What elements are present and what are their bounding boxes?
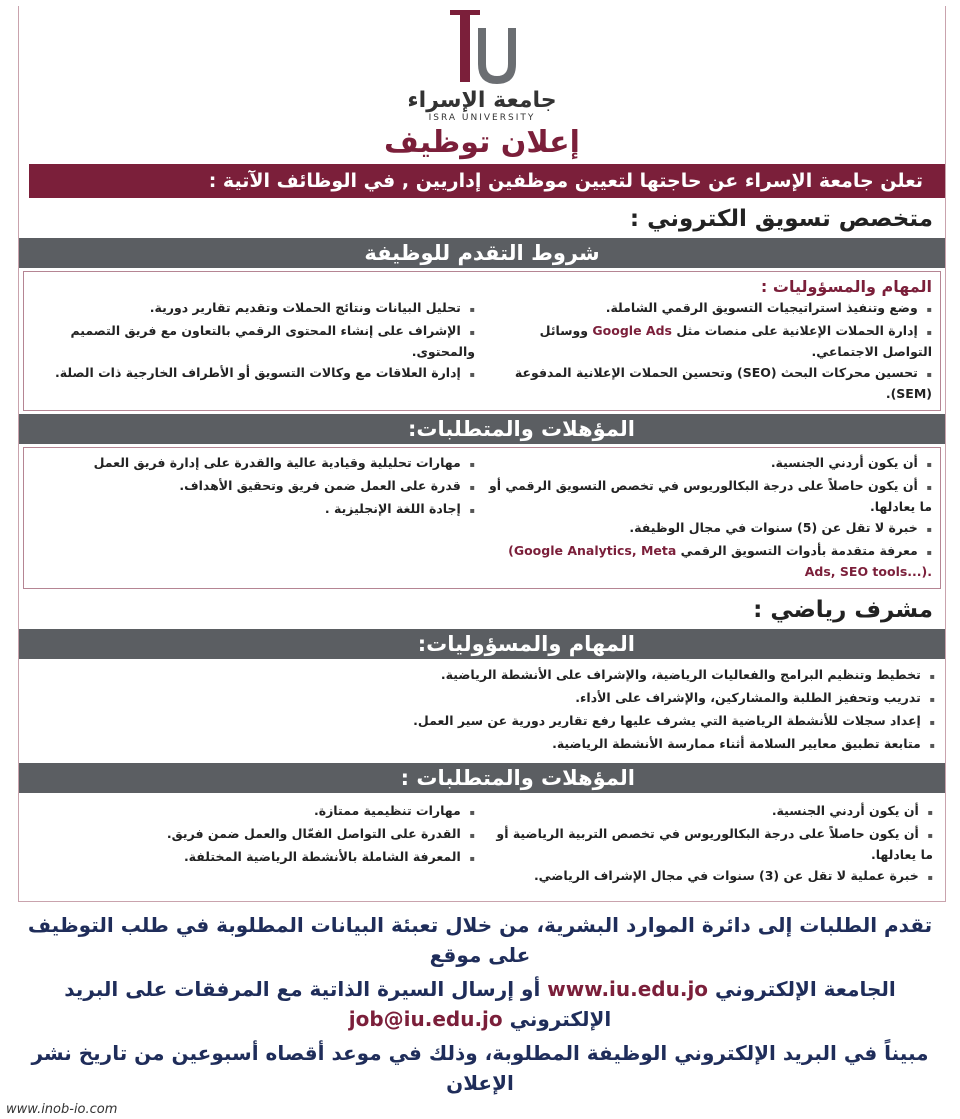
job1-qualifications-bar: المؤهلات والمتطلبات: bbox=[19, 414, 945, 444]
list-item: ▪ الإشراف على إنشاء المحتوى الرقمي بالتعاون مع فريق التصميم والمحتوى. bbox=[32, 321, 475, 361]
list-item bbox=[489, 541, 932, 581]
list-item: ▪ إجادة اللغة الإنجليزية . bbox=[32, 499, 475, 520]
job2-duties-list bbox=[19, 659, 945, 763]
footer-line-1: تقدم الطلبات إلى دائرة الموارد البشرية، من خلال تعبئة البيانات المطلوبة في طلب التوظيف على موقع bbox=[27, 913, 933, 967]
item-text: معرفة متقدمة بأدوات التسويق الرقمي bbox=[680, 543, 918, 558]
page-frame bbox=[18, 6, 946, 902]
footer-line-3: مبيناً في البريد الإلكتروني الوظيفة المطلوبة، وذلك في موعد أقصاه أسبوعين من تاريخ نشر الإعلان bbox=[31, 1041, 929, 1095]
job1-duties-right bbox=[489, 298, 932, 405]
email-link[interactable]: job@iu.edu.jo bbox=[348, 1007, 503, 1031]
list-item: ▪ خبرة عملية لا تقل عن (3) سنوات في مجال الإشراف الرياضي. bbox=[489, 866, 933, 887]
footer-line-2 bbox=[10, 974, 950, 1034]
job1-title: متخصص تسويق الكتروني : bbox=[629, 206, 933, 232]
job1-qualifications-box bbox=[23, 447, 941, 589]
job2-qual-left bbox=[31, 801, 475, 889]
list-item: ▪ خبرة لا تقل عن (5) سنوات في مجال الوظيفة. bbox=[489, 518, 932, 539]
list-item: ▪ إعداد سجلات للأنشطة الرياضية التي يشرف عليها رفع تقارير دورية عن سير العمل. bbox=[29, 711, 935, 732]
list-item: ▪ المعرفة الشاملة بالأنشطة الرياضية المختلفة. bbox=[31, 847, 475, 868]
list-item: ▪ أن يكون أردني الجنسية. bbox=[489, 801, 933, 822]
list-item: ▪ القدرة على التواصل الفعّال والعمل ضمن فريق. bbox=[31, 824, 475, 845]
list-item: ▪ تخطيط وتنظيم البرامج والفعاليات الرياضية، والإشراف على الأنشطة الرياضية. bbox=[29, 665, 935, 686]
iu-logo-icon bbox=[442, 6, 522, 86]
list-item: ▪ قدرة على العمل ضمن فريق وتحقيق الأهداف. bbox=[32, 476, 475, 497]
tools-text: (Google Analytics, Meta Ads, SEO tools...). bbox=[508, 543, 932, 579]
list-item: ▪ تحليل البيانات ونتائج الحملات وتقديم تقارير دورية. bbox=[32, 298, 475, 319]
job1-duties-title: المهام والمسؤوليات : bbox=[760, 277, 932, 296]
job1-conditions-bar: شروط التقدم للوظيفة bbox=[19, 238, 945, 268]
list-item: ▪ أن يكون حاصلاً على درجة البكالوريوس في تخصص التربية الرياضية أو ما يعادلها. bbox=[489, 824, 933, 864]
website-link[interactable]: www.iu.edu.jo bbox=[547, 977, 709, 1001]
university-logo bbox=[402, 6, 562, 123]
list-item: ▪ أن يكون أردني الجنسية. bbox=[489, 453, 932, 474]
job1-duties-box bbox=[23, 271, 941, 411]
job2-title: مشرف رياضي : bbox=[753, 597, 933, 623]
logo-english-name: ISRA UNIVERSITY bbox=[428, 113, 536, 123]
footer-text: أو إرسال السيرة الذاتية مع المرفقات على البريد الإلكتروني bbox=[64, 977, 612, 1031]
job2-duties-bar: المهام والمسؤوليات: bbox=[19, 629, 945, 659]
list-item: ▪ مهارات تنظيمية ممتازة. bbox=[31, 801, 475, 822]
footer-text: الجامعة الإلكتروني bbox=[715, 977, 896, 1001]
list-item: ▪ وضع وتنفيذ استراتيجيات التسويق الرقمي الشاملة. bbox=[489, 298, 932, 319]
announcement-banner: تعلن جامعة الإسراء عن حاجتها لتعيين موظفين إداريين , في الوظائف الآتية : bbox=[29, 164, 945, 198]
item-text: إدارة الحملات الإعلانية على منصات مثل bbox=[676, 323, 918, 338]
footer bbox=[0, 902, 960, 1098]
highlight-text: Google Ads bbox=[592, 323, 672, 338]
logo-arabic-name: جامعة الإسراء bbox=[407, 88, 557, 113]
list-item: ▪ تحسين محركات البحث (SEO) وتحسين الحملات الإعلانية المدفوعة (SEM). bbox=[489, 363, 932, 403]
list-item: ▪ متابعة تطبيق معايير السلامة أثناء ممارسة الأنشطة الرياضية. bbox=[29, 734, 935, 755]
list-item: ▪ تدريب وتحفيز الطلبة والمشاركين، والإشراف على الأداء. bbox=[29, 688, 935, 709]
job1-qual-left bbox=[32, 453, 475, 583]
job1-qual-right bbox=[489, 453, 932, 583]
page-title: إعلان توظيف bbox=[384, 125, 580, 160]
list-item: ▪ مهارات تحليلية وقيادية عالية والقدرة على إدارة فريق العمل bbox=[32, 453, 475, 474]
job1-duties-left bbox=[32, 298, 475, 405]
job2-qualifications-bar: المؤهلات والمتطلبات : bbox=[19, 763, 945, 793]
watermark: www.inob-io.com bbox=[6, 1102, 118, 1117]
item-text: ووسائل التواصل الاجتماعي. bbox=[539, 323, 932, 359]
job2-qual-right bbox=[489, 801, 933, 889]
list-item: ▪ أن يكون حاصلاً على درجة البكالوريوس في تخصص التسويق الرقمي أو ما يعادلها. bbox=[489, 476, 932, 516]
list-item: ▪ إدارة العلاقات مع وكالات التسويق أو الأطراف الخارجية ذات الصلة. bbox=[32, 363, 475, 384]
list-item bbox=[489, 321, 932, 361]
job2-qualifications-box bbox=[23, 796, 941, 894]
